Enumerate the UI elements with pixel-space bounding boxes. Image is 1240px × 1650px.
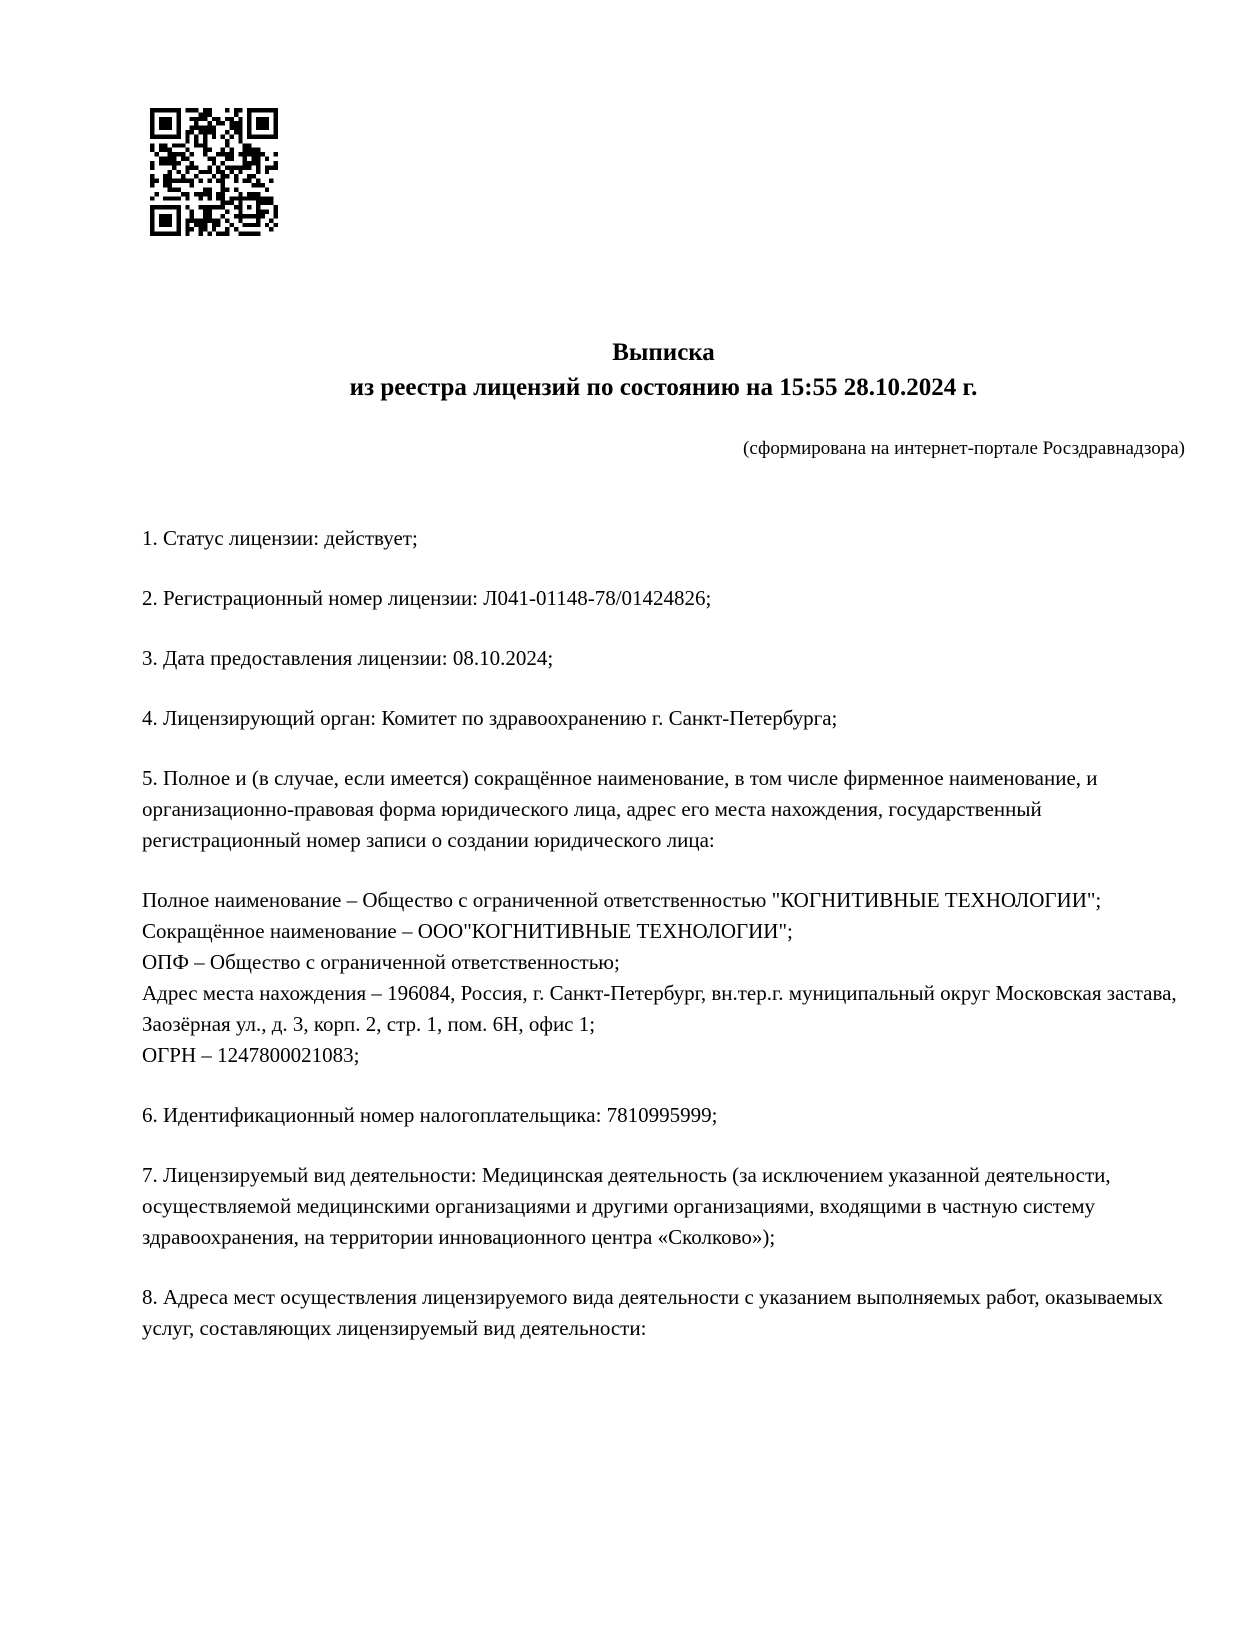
company-ogrn: ОГРН – 1247800021083; [142,1043,360,1067]
qr-code-icon [150,108,278,236]
title-line-1: Выписка [612,339,715,366]
qr-code-svg [150,108,278,236]
license-item-reg-number: 2. Регистрационный номер лицензии: Л041-01148-78/01424826; [142,586,712,610]
formation-note: (сформирована на интернет-портале Росздравнадзора) [743,438,1185,459]
company-legal-form: ОПФ – Общество с ограниченной ответственностью; [142,950,620,974]
company-full-name: Полное наименование – Общество с ограниченной ответственностью "КОГНИТИВНЫЕ ТЕХНОЛОГИИ"; [142,888,1102,912]
license-item-name-heading: 5. Полное и (в случае, если имеется) сокращённое наименование, в том числе фирменное наименование, и организационно-правовая форма юридического лица, адрес его места нахождения, государственный регистрационный номер записи о создании юридического лица: [142,766,1098,852]
title-line-2: из реестра лицензий по состоянию на 15:55 28.10.2024 г. [349,374,978,401]
license-item-status: 1. Статус лицензии: действует; [142,526,418,550]
license-item-grant-date: 3. Дата предоставления лицензии: 08.10.2024; [142,646,554,670]
license-item-authority: 4. Лицензирующий орган: Комитет по здравоохранению г. Санкт-Петербурга; [142,706,838,730]
license-details [142,523,1185,1344]
license-item-activity-type: 7. Лицензируемый вид деятельности: Медицинская деятельность (за исключением указанной деятельности, осуществляемой медицинскими организациями и другими организациями, входящими в частную систему здравоохранения, на территории инновационного центра «Сколково»); [142,1163,1111,1249]
company-short-name: Сокращённое наименование – ООО"КОГНИТИВНЫЕ ТЕХНОЛОГИИ"; [142,919,793,943]
license-item-addresses-heading: 8. Адреса мест осуществления лицензируемого вида деятельности с указанием выполняемых работ, оказываемых услуг, составляющих лицензируемый вид деятельности: [142,1285,1164,1340]
company-address: Адрес места нахождения – 196084, Россия, г. Санкт-Петербург, вн.тер.г. муниципальный округ Московская застава, Заозёрная ул., д. 3, корп. 2, стр. 1, пом. 6Н, офис 1; [142,981,1177,1036]
license-item-inn: 6. Идентификационный номер налогоплательщика: 7810995999; [142,1103,718,1127]
company-details [142,885,1185,1071]
document-title [142,335,1185,405]
